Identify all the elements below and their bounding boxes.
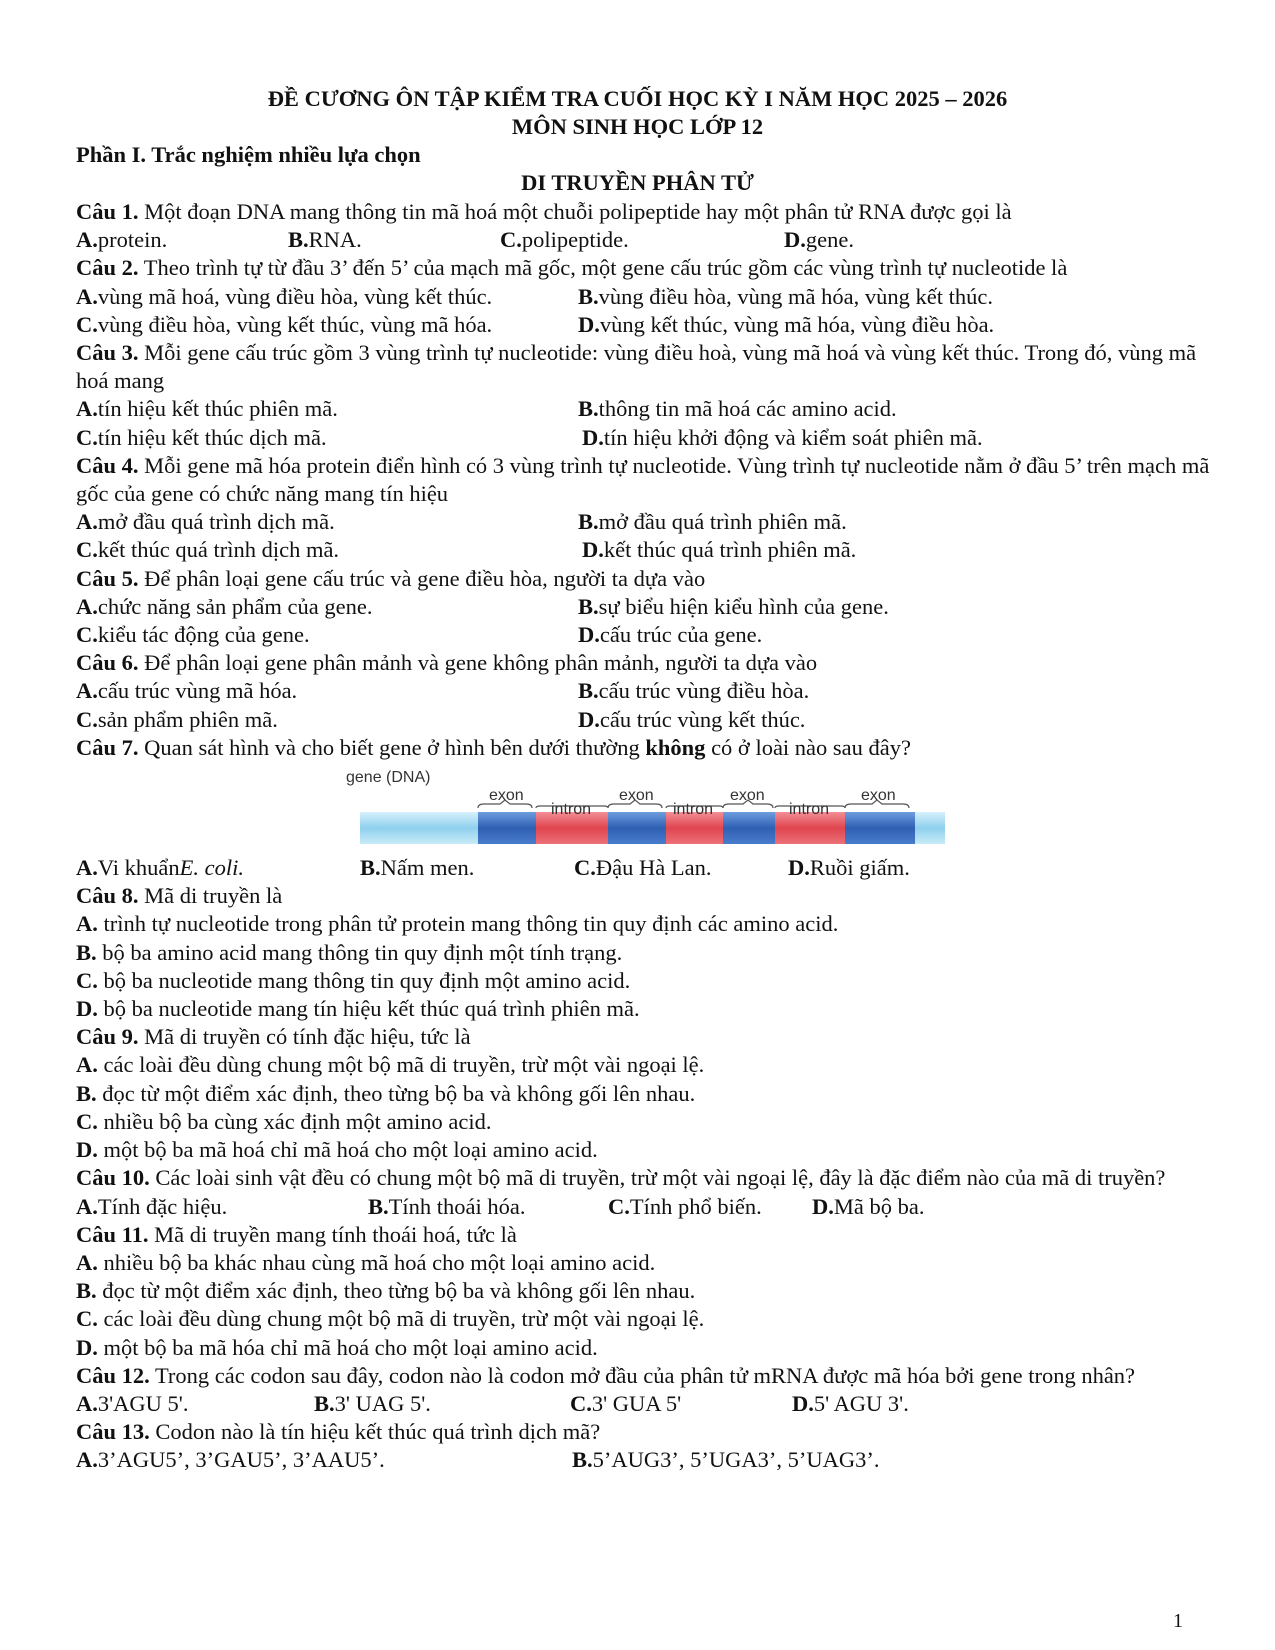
option-c: C.Tính phổ biến. [608, 1193, 762, 1219]
options-row [76, 508, 1212, 536]
question-13: Câu 13. Codon nào là tín hiệu kết thúc quá trình dịch mã? [76, 1419, 601, 1445]
option-a: A.cấu trúc vùng mã hóa. [76, 678, 298, 704]
option-d: D.Mã bộ ba. [812, 1193, 925, 1219]
question-6: Câu 6. Để phân loại gene phân mảnh và gene không phân mảnh, người ta dựa vào [76, 650, 818, 676]
page-number: 1 [1173, 1610, 1183, 1632]
question-11: Câu 11. Mã di truyền mang tính thoái hoá, tức là [76, 1221, 517, 1247]
exon-2 [608, 812, 666, 844]
option-c: C.kiểu tác động của gene. [76, 622, 310, 648]
option-b: B.RNA. [288, 227, 362, 253]
option-c: C.vùng điều hòa, vùng kết thúc, vùng mã hóa. [76, 311, 493, 337]
question-4: Câu 4. Mỗi gene mã hóa protein điển hình có 3 vùng trình tự nucleotide. Vùng trình tự nucleotide nằm ở đầu 5’ trên mạch mã gốc của gene có chức năng mang tín hiệu [76, 452, 1210, 507]
option-a: A.mở đầu quá trình dịch mã. [76, 509, 335, 535]
options-row [76, 283, 1212, 311]
gene-structure-figure [346, 762, 966, 854]
option-a: A.3’AGU5’, 3’GAU5’, 3’AAU5’. [76, 1447, 385, 1473]
options-row [76, 1446, 1212, 1474]
exon-label: exon [861, 787, 896, 805]
option-b: B.sự biểu hiện kiểu hình của gene. [578, 593, 889, 619]
option-c: C.3' GUA 5' [570, 1390, 682, 1416]
option-b: B.thông tin mã hoá các amino acid. [578, 396, 897, 422]
option-d: D.kết thúc quá trình phiên mã. [582, 537, 857, 563]
option-c: C.tín hiệu kết thúc dịch mã. [76, 424, 327, 450]
option-a: A.protein. [76, 227, 168, 253]
document-title: ĐỀ CƯƠNG ÔN TẬP KIỂM TRA CUỐI HỌC KỲ I NĂM HỌC 2025 – 2026 [267, 86, 1008, 111]
question-10: Câu 10. Các loài sinh vật đều có chung một bộ mã di truyền, trừ một vài ngoại lệ, đây là đặc điểm nào của mã di truyền? [76, 1165, 1166, 1191]
option-d: D.5' AGU 3'. [792, 1390, 909, 1416]
question-12: Câu 12. Trong các codon sau đây, codon nào là codon mở đầu của phân tử mRNA được mã hóa bởi gene trong nhân? [76, 1362, 1136, 1388]
option-a: A.vùng mã hoá, vùng điều hòa, vùng kết thúc. [76, 283, 493, 309]
option-b: B. bộ ba amino acid mang thông tin quy định một tính trạng. [76, 939, 623, 965]
question-number: Câu 1. [76, 199, 139, 224]
option-d: D.tín hiệu khởi động và kiểm soát phiên mã. [582, 424, 983, 450]
question-5: Câu 5. Để phân loại gene cấu trúc và gene điều hòa, người ta dựa vào [76, 565, 706, 591]
option-b: B.5’AUG3’, 5’UGA3’, 5’UAG3’. [572, 1447, 880, 1473]
option-c: C.kết thúc quá trình dịch mã. [76, 537, 340, 563]
option-b: B.Tính thoái hóa. [368, 1193, 526, 1219]
options-row [76, 1390, 1212, 1418]
document-subtitle: MÔN SINH HỌC LỚP 12 [511, 114, 764, 139]
question-9: Câu 9. Mã di truyền có tính đặc hiệu, tức là [76, 1024, 471, 1050]
flank-right [915, 812, 945, 844]
options-row [76, 706, 1212, 734]
question-1 [76, 198, 1212, 226]
exon-label: exon [730, 787, 765, 805]
option-b: B.vùng điều hòa, vùng mã hóa, vùng kết thúc. [578, 283, 993, 309]
intron-label: intron [673, 801, 714, 819]
option-a: A. nhiều bộ ba khác nhau cùng mã hoá cho một loại amino acid. [76, 1249, 656, 1275]
option-d: D.Ruồi giấm. [788, 855, 910, 881]
question-7: Câu 7. Quan sát hình và cho biết gene ở hình bên dưới thường không có ở loài nào sau đây? [76, 734, 912, 760]
options-row [76, 536, 1212, 564]
exon-label: exon [489, 787, 524, 805]
gene-dna-label: gene (DNA) [346, 769, 431, 787]
option-d: D. một bộ ba mã hoá chỉ mã hoá cho một loại amino acid. [76, 1137, 598, 1163]
option-a: A. các loài đều dùng chung một bộ mã di truyền, trừ một vài ngoại lệ. [76, 1052, 705, 1078]
option-c: C.sản phẩm phiên mã. [76, 706, 278, 732]
exon-1 [478, 812, 536, 844]
option-c: C.polipeptide. [500, 227, 629, 253]
options-row [76, 311, 1212, 339]
option-a: A.Tính đặc hiệu. [76, 1193, 228, 1219]
option-a: A.Vi khuẩnE. coli. [76, 855, 244, 881]
option-d: D. một bộ ba mã hóa chỉ mã hoá cho một loại amino acid. [76, 1334, 598, 1360]
option-b: B.Nấm men. [360, 855, 475, 881]
options-row [76, 621, 1212, 649]
options-row [76, 1193, 1212, 1221]
option-d: D.vùng kết thúc, vùng mã hóa, vùng điều hòa. [578, 311, 995, 337]
question-list [76, 198, 1212, 1475]
question-text: Một đoạn DNA mang thông tin mã hoá một chuỗi polipeptide hay một phân tử RNA được gọi là [138, 199, 1012, 224]
section-heading: DI TRUYỀN PHÂN TỬ [521, 170, 754, 195]
option-d: D. bộ ba nucleotide mang tín hiệu kết thúc quá trình phiên mã. [76, 996, 640, 1022]
question-2: Câu 2. Theo trình tự từ đầu 3’ đến 5’ của mạch mã gốc, một gene cấu trúc gồm các vùng trình tự nucleotide là [76, 255, 1068, 281]
option-b: B.mở đầu quá trình phiên mã. [578, 509, 847, 535]
options-row [76, 395, 1212, 423]
option-a: A.tín hiệu kết thúc phiên mã. [76, 396, 338, 422]
exon-3 [723, 812, 775, 844]
options-row [76, 677, 1212, 705]
options-row [76, 226, 1212, 254]
option-c: C.Đậu Hà Lan. [574, 855, 712, 881]
question-3: Câu 3. Mỗi gene cấu trúc gồm 3 vùng trình tự nucleotide: vùng điều hoà, vùng mã hoá và vùng kết thúc. Trong đó, vùng mã hoá mang [76, 340, 1197, 394]
intron-label: intron [551, 801, 592, 819]
option-d: D.gene. [784, 227, 854, 253]
option-b: B. đọc từ một điểm xác định, theo từng bộ ba và không gối lên nhau. [76, 1278, 696, 1304]
options-row [76, 424, 1212, 452]
option-c: C. bộ ba nucleotide mang thông tin quy định một amino acid. [76, 967, 631, 993]
option-c: C. nhiều bộ ba cùng xác định một amino acid. [76, 1108, 492, 1134]
exon-4 [845, 812, 915, 844]
options-row [76, 593, 1212, 621]
flank-left [360, 812, 478, 844]
option-b: B.3' UAG 5'. [314, 1390, 431, 1416]
option-a: A.3'AGU 5'. [76, 1390, 189, 1416]
option-a: A.chức năng sản phẩm của gene. [76, 593, 373, 619]
option-d: D.cấu trúc vùng kết thúc. [578, 706, 806, 732]
intron-label: intron [789, 801, 830, 819]
exon-label: exon [619, 787, 654, 805]
options-row [76, 854, 1212, 882]
option-a: A. trình tự nucleotide trong phân tử protein mang thông tin quy định các amino acid. [76, 911, 839, 937]
option-b: B. đọc từ một điểm xác định, theo từng bộ ba và không gối lên nhau. [76, 1080, 696, 1106]
option-c: C. các loài đều dùng chung một bộ mã di truyền, trừ một vài ngoại lệ. [76, 1306, 705, 1332]
option-d: D.cấu trúc của gene. [578, 622, 763, 648]
option-b: B.cấu trúc vùng điều hòa. [578, 678, 810, 704]
question-8: Câu 8. Mã di truyền là [76, 883, 283, 909]
part-heading: Phần I. Trắc nghiệm nhiều lựa chọn [76, 142, 421, 167]
